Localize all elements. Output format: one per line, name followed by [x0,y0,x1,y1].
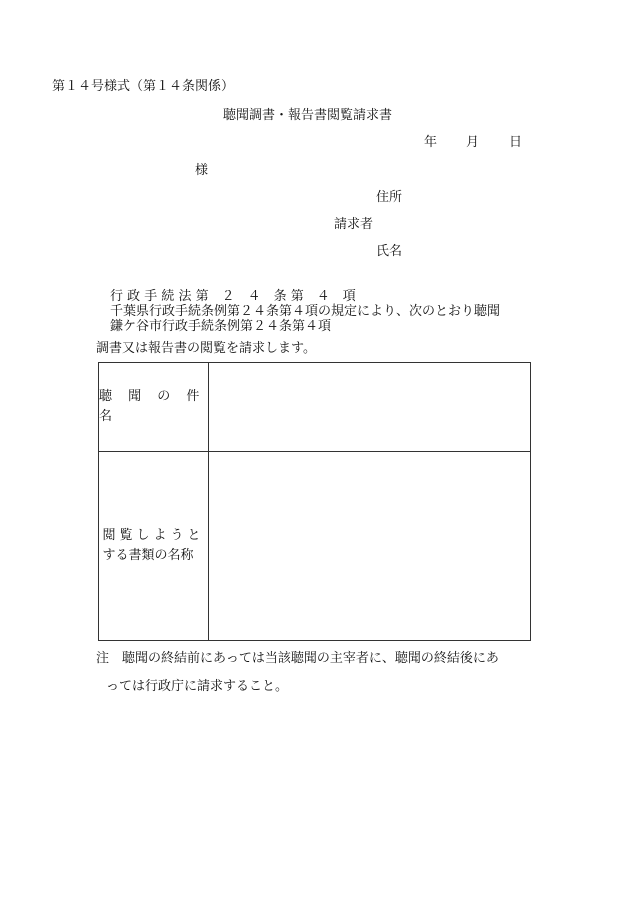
law-reference-chiba-ordinance: 千葉県行政手続条例第２４条第４項の規定により、次のとおり聴聞 [110,304,501,319]
document-name-field[interactable] [209,452,530,640]
form-number: 第１４号様式（第１４条関係） [52,79,235,94]
document-name-label-line1: 閲覧しようと [102,528,205,543]
date-month-label: 月 [466,135,480,150]
requester-role-label: 請求者 [334,217,374,232]
document-name-label-cell [99,452,209,640]
note-line-1: 注 聴聞の終結前にあっては当該聴聞の主宰者に、聴聞の終結後にあ [96,651,499,666]
case-name-label: 聴 聞 の 件 名 [99,389,206,424]
note-line-2: っては行政庁に請求すること。 [106,679,289,694]
case-name-field[interactable] [209,363,530,451]
date-year-label: 年 [424,135,438,150]
law-reference-administrative-procedure-act: 行 政 手 続 法 第 ２ ４ 条 第 ４ 項 [110,289,356,304]
request-details-table [98,362,531,641]
document-name-label-line2: する書類の名称 [102,548,194,563]
table-row-document-name [99,452,530,640]
request-statement: 調書又は報告書の閲覧を請求します。 [96,341,316,356]
table-row-case-name [99,363,530,452]
case-name-label-cell [99,363,209,451]
document-name-label [102,526,204,566]
requester-address-label: 住所 [376,190,403,205]
law-reference-kamagaya-ordinance: 鎌ケ谷市行政手続条例第２４条第４項 [110,319,332,334]
date-day-label: 日 [509,135,523,150]
document-title: 聴聞調書・報告書閲覧請求書 [223,108,393,123]
addressee-suffix: 様 [195,163,209,178]
requester-name-label: 氏名 [376,244,403,259]
